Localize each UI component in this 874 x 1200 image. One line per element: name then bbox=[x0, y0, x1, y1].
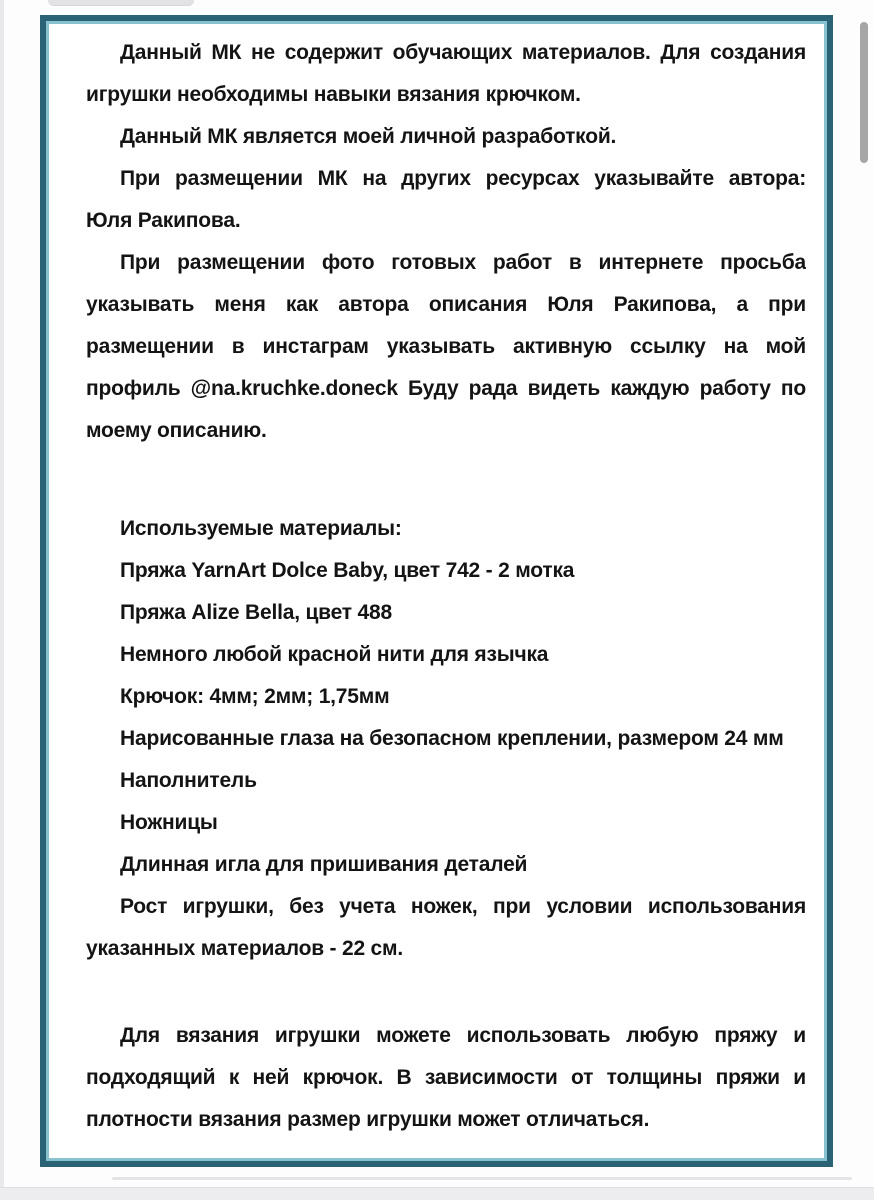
text-line: Для вязания игрушки можете использовать любую пряжу и bbox=[120, 1024, 806, 1047]
text-line: Рост игрушки, без учета ножек, при условии использования bbox=[120, 895, 806, 918]
paragraph bbox=[86, 634, 806, 676]
paragraph bbox=[86, 242, 806, 452]
text-line: Ножницы bbox=[120, 811, 218, 834]
text-line: указывать меня как автора описания Юля Ракипова, а при bbox=[86, 293, 806, 316]
paragraph bbox=[86, 550, 806, 592]
paragraph bbox=[86, 676, 806, 718]
text-line: профиль @na.kruchke.doneck Буду рада видеть каждую работу по bbox=[86, 377, 806, 400]
window-edge-strip bbox=[0, 0, 4, 1200]
page-border-inner bbox=[46, 21, 827, 1161]
paragraph bbox=[86, 886, 806, 970]
next-page-top-edge bbox=[112, 1177, 852, 1180]
paragraph bbox=[86, 508, 806, 550]
text-line: указанных материалов - 22 см. bbox=[86, 937, 404, 960]
text-line: размещении в инстаграм указывать активную ссылку на мой bbox=[86, 335, 806, 358]
page-text bbox=[49, 24, 824, 1141]
text-line: При размещении МК на других ресурсах указывайте автора: bbox=[120, 167, 806, 190]
text-line: Пряжа Alize Bella, цвет 488 bbox=[120, 601, 392, 624]
paragraph bbox=[86, 158, 806, 242]
paragraph bbox=[86, 844, 806, 886]
previous-page-edge bbox=[48, 0, 194, 5]
paragraph bbox=[86, 592, 806, 634]
text-line: Используемые материалы: bbox=[120, 517, 402, 540]
paragraph bbox=[86, 760, 806, 802]
text-line: Данный МК не содержит обучающих материалов. Для создания bbox=[120, 41, 806, 64]
scrollbar-thumb[interactable] bbox=[860, 22, 868, 163]
text-line: Крючок: 4мм; 2мм; 1,75мм bbox=[120, 685, 390, 708]
text-line: Длинная игла для пришивания деталей bbox=[120, 853, 528, 876]
text-line: моему описанию. bbox=[86, 419, 267, 442]
text-line: плотности вязания размер игрушки может отличаться. bbox=[86, 1108, 650, 1131]
text-line: Наполнитель bbox=[120, 769, 257, 792]
text-line: При размещении фото готовых работ в интернете просьба bbox=[120, 251, 806, 274]
paragraph bbox=[86, 802, 806, 844]
text-line: Немного любой красной нити для язычка bbox=[120, 643, 549, 666]
text-line: Пряжа YarnArt Dolce Baby, цвет 742 - 2 мотка bbox=[120, 559, 575, 582]
paragraph bbox=[86, 1015, 806, 1141]
paragraph bbox=[86, 32, 806, 116]
paragraph bbox=[86, 718, 806, 760]
text-line: игрушки необходимы навыки вязания крючком. bbox=[86, 83, 581, 106]
paragraph bbox=[86, 116, 806, 158]
document-page bbox=[40, 15, 833, 1167]
text-line: Юля Ракипова. bbox=[86, 209, 241, 232]
page-gap-strip bbox=[0, 1187, 874, 1200]
text-line: Нарисованные глаза на безопасном креплении, размером 24 мм bbox=[120, 727, 784, 750]
text-line: подходящий к ней крючок. В зависимости от толщины пряжи и bbox=[86, 1066, 806, 1089]
text-line: Данный МК является моей личной разработкой. bbox=[120, 125, 617, 148]
